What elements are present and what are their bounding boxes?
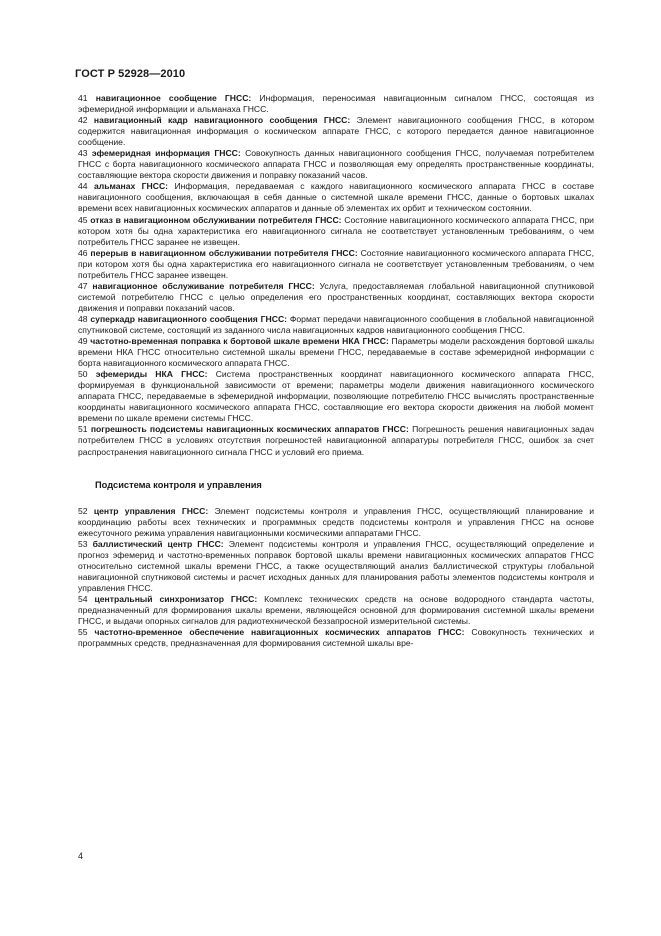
entry-definition: Состояние навигационного космического аппарата ГНСС, при котором хотя бы одна характеристика его навигационного сигнала не соответствует установленным требованиям, о чем потребитель ГНСС заранее не извещен.: [78, 214, 594, 247]
entry-term: эфемеридная информация ГНСС:: [91, 148, 241, 159]
definition-entry: [78, 215, 594, 248]
document-body: [78, 93, 594, 649]
entry-definition: Параметры модели расхождения бортовой шкалы времени НКА ГНСС относительно системной шкалы времени ГНСС, передаваемые в составе эфемеридной информации с борта навигационного космического аппарата ГНСС.: [78, 336, 595, 369]
entry-term: баллистический центр ГНСС:: [92, 538, 224, 549]
definitions-list-b: [78, 506, 594, 650]
entry-definition: Элемент навигационного сообщения ГНСС, в котором содержится навигационная информация о космическом аппарате ГНСС, с которого передается данное навигационное сообщение.: [78, 115, 595, 148]
entry-number: 50: [78, 369, 88, 380]
entry-number: 53: [78, 538, 88, 549]
definition-entry: [78, 424, 594, 457]
entry-term: частотно-временное обеспечение навигационных космических аппаратов ГНСС:: [94, 627, 465, 638]
section-title: Подсистема контроля и управления: [95, 479, 262, 490]
entry-number: 49: [78, 336, 88, 347]
definition-entry: [78, 506, 594, 539]
definition-entry: [78, 314, 594, 336]
entry-definition: Элемент подсистемы контроля и управления ГНСС, осуществляющий определение и прогноз эфемерид и частотно-временных поправок бортовой шкалы времени навигационных космических аппаратов ГНСС относительно системной шкалы времени ГНСС, а также осуществляющий анализ баллистической структуры глобальной навигационной спутниковой системы и расчет исходных данных для планирования работы элементов подсистемы контроля и управления ГНСС.: [78, 538, 595, 593]
definition-entry: [78, 148, 594, 181]
page-number: 4: [78, 851, 84, 861]
entry-term: частотно-временная поправка к бортовой шкале времени НКА ГНСС:: [90, 336, 389, 347]
entry-definition: Информация, переносимая навигационным сигналом ГНСС, состоящая из эфемеридной информации и альманаха ГНСС.: [78, 93, 594, 115]
entry-term: центр управления ГНСС:: [93, 505, 209, 516]
entry-term: альманах ГНСС:: [93, 181, 169, 192]
definition-entry: [78, 93, 594, 115]
entry-term: отказ в навигационном обслуживании потребителя ГНСС:: [90, 214, 342, 225]
document-header: ГОСТ Р 52928—2010: [75, 68, 186, 80]
definition-entry: [78, 181, 594, 214]
definition-entry: [78, 248, 594, 281]
definition-entry: [78, 627, 594, 649]
entry-number: 51: [78, 424, 88, 435]
entry-number: 43: [78, 148, 88, 159]
entry-number: 52: [78, 505, 88, 516]
entry-term: центральный синхронизатор ГНСС:: [94, 593, 258, 604]
entry-number: 55: [78, 627, 88, 638]
entry-number: 48: [78, 313, 88, 324]
entry-number: 54: [78, 593, 88, 604]
definition-entry: [78, 281, 594, 314]
entry-number: 44: [78, 181, 88, 192]
definition-entry: [78, 336, 594, 369]
definition-entry: [78, 594, 594, 627]
entry-number: 45: [78, 214, 88, 225]
entry-term: перерыв в навигационном обслуживании потребителя ГНСС:: [90, 247, 358, 258]
section-gap: [78, 491, 594, 506]
entry-definition: Информация, передаваемая с каждого навигационного космического аппарата ГНСС в составе навигационного сообщения, включающая в себя данные о системной шкале времени ГНСС, данные о бортовых шкалах времени всех навигационных космических аппаратов и данные об элементах их орбит и техническом состоянии.: [78, 181, 595, 214]
entry-definition: Услуга, предоставляемая глобальной навигационной спутниковой системой потребителю ГНСС с целью определения его пространственных координат, составляющих вектора скорости движения и поправки показаний часов.: [78, 280, 594, 313]
entry-definition: Система пространственных координат навигационного космического аппарата ГНСС, формируемая в функциональной зависимости от времени; параметры модели движения навигационного космического аппарата ГНСС, передаваемые в эфемеридной информации, позволяющие потребителю ГНСС вычислять пространственные координаты навигационного космического аппарата ГНСС, составляющие его вектора скорости движения на любой момент времени по шкале времени системы ГНСС.: [78, 369, 595, 424]
entry-number: 46: [78, 247, 88, 258]
definitions-list-a: [78, 93, 594, 458]
entry-definition: Комплекс технических средств на основе водородного стандарта частоты, предназначенный для формирования шкалы времени, являющейся основной для формирования системной шкалы времени ГНСС, и выдачи опорных сигналов для радиотехнической беззапросной измерительной системы.: [78, 593, 595, 627]
definition-entry: [78, 115, 594, 148]
entry-definition: Элемент подсистемы контроля и управления ГНСС, осуществляющий планирование и координацию работы всех технических и программных средств подсистемы контроля и управления ГНСС на основе ежесуточного режима управления навигационными космическими аппаратами ГНСС.: [78, 505, 595, 538]
entry-term: суперкадр навигационного сообщения ГНСС:: [90, 313, 288, 324]
entry-definition: Состояние навигационного космического аппарата ГНСС, при котором хотя бы одна характеристика его навигационного сигнала не соответствует установленным требованиям, о чем потребитель ГНСС заранее извещен.: [78, 247, 595, 280]
entry-definition: Погрешность решения навигационных задач потребителем ГНСС в условиях отсутствия погрешностей навигационной аппаратуры потребителя ГНСС, ошибок за счет распространения навигационного сигнала ГНСС и условий его приема.: [78, 424, 595, 457]
entry-term: навигационное сообщение ГНСС:: [95, 93, 252, 103]
definition-entry: [78, 539, 594, 594]
definition-entry: [78, 369, 594, 424]
entry-term: погрешность подсистемы навигационных космических аппаратов ГНСС:: [90, 424, 409, 435]
entry-term: навигационный кадр навигационного сообщения ГНСС:: [93, 115, 351, 126]
entry-number: 41: [78, 93, 88, 103]
entry-term: эфемериды НКА ГНСС:: [95, 369, 208, 380]
entry-term: навигационное обслуживание потребителя ГНСС:: [92, 280, 315, 291]
entry-number: 42: [78, 115, 88, 126]
entry-definition: Формат передачи навигационного сообщения в глобальной навигационной спутниковой системе, состоящий из заданного числа навигационных кадров навигационного сообщения ГНСС.: [78, 313, 594, 335]
entry-definition: Совокупность технических и программных средств, предназначенная для формирования системной шкалы вре-: [78, 627, 594, 649]
entry-definition: Совокупность данных навигационного сообщения ГНСС, получаемая потребителем ГНСС с борта навигационного космического аппарата ГНСС и позволяющая ему определять пространственные координаты, составляющие вектора скорости движения и поправку показаний часов.: [78, 148, 595, 181]
entry-number: 47: [78, 280, 88, 291]
